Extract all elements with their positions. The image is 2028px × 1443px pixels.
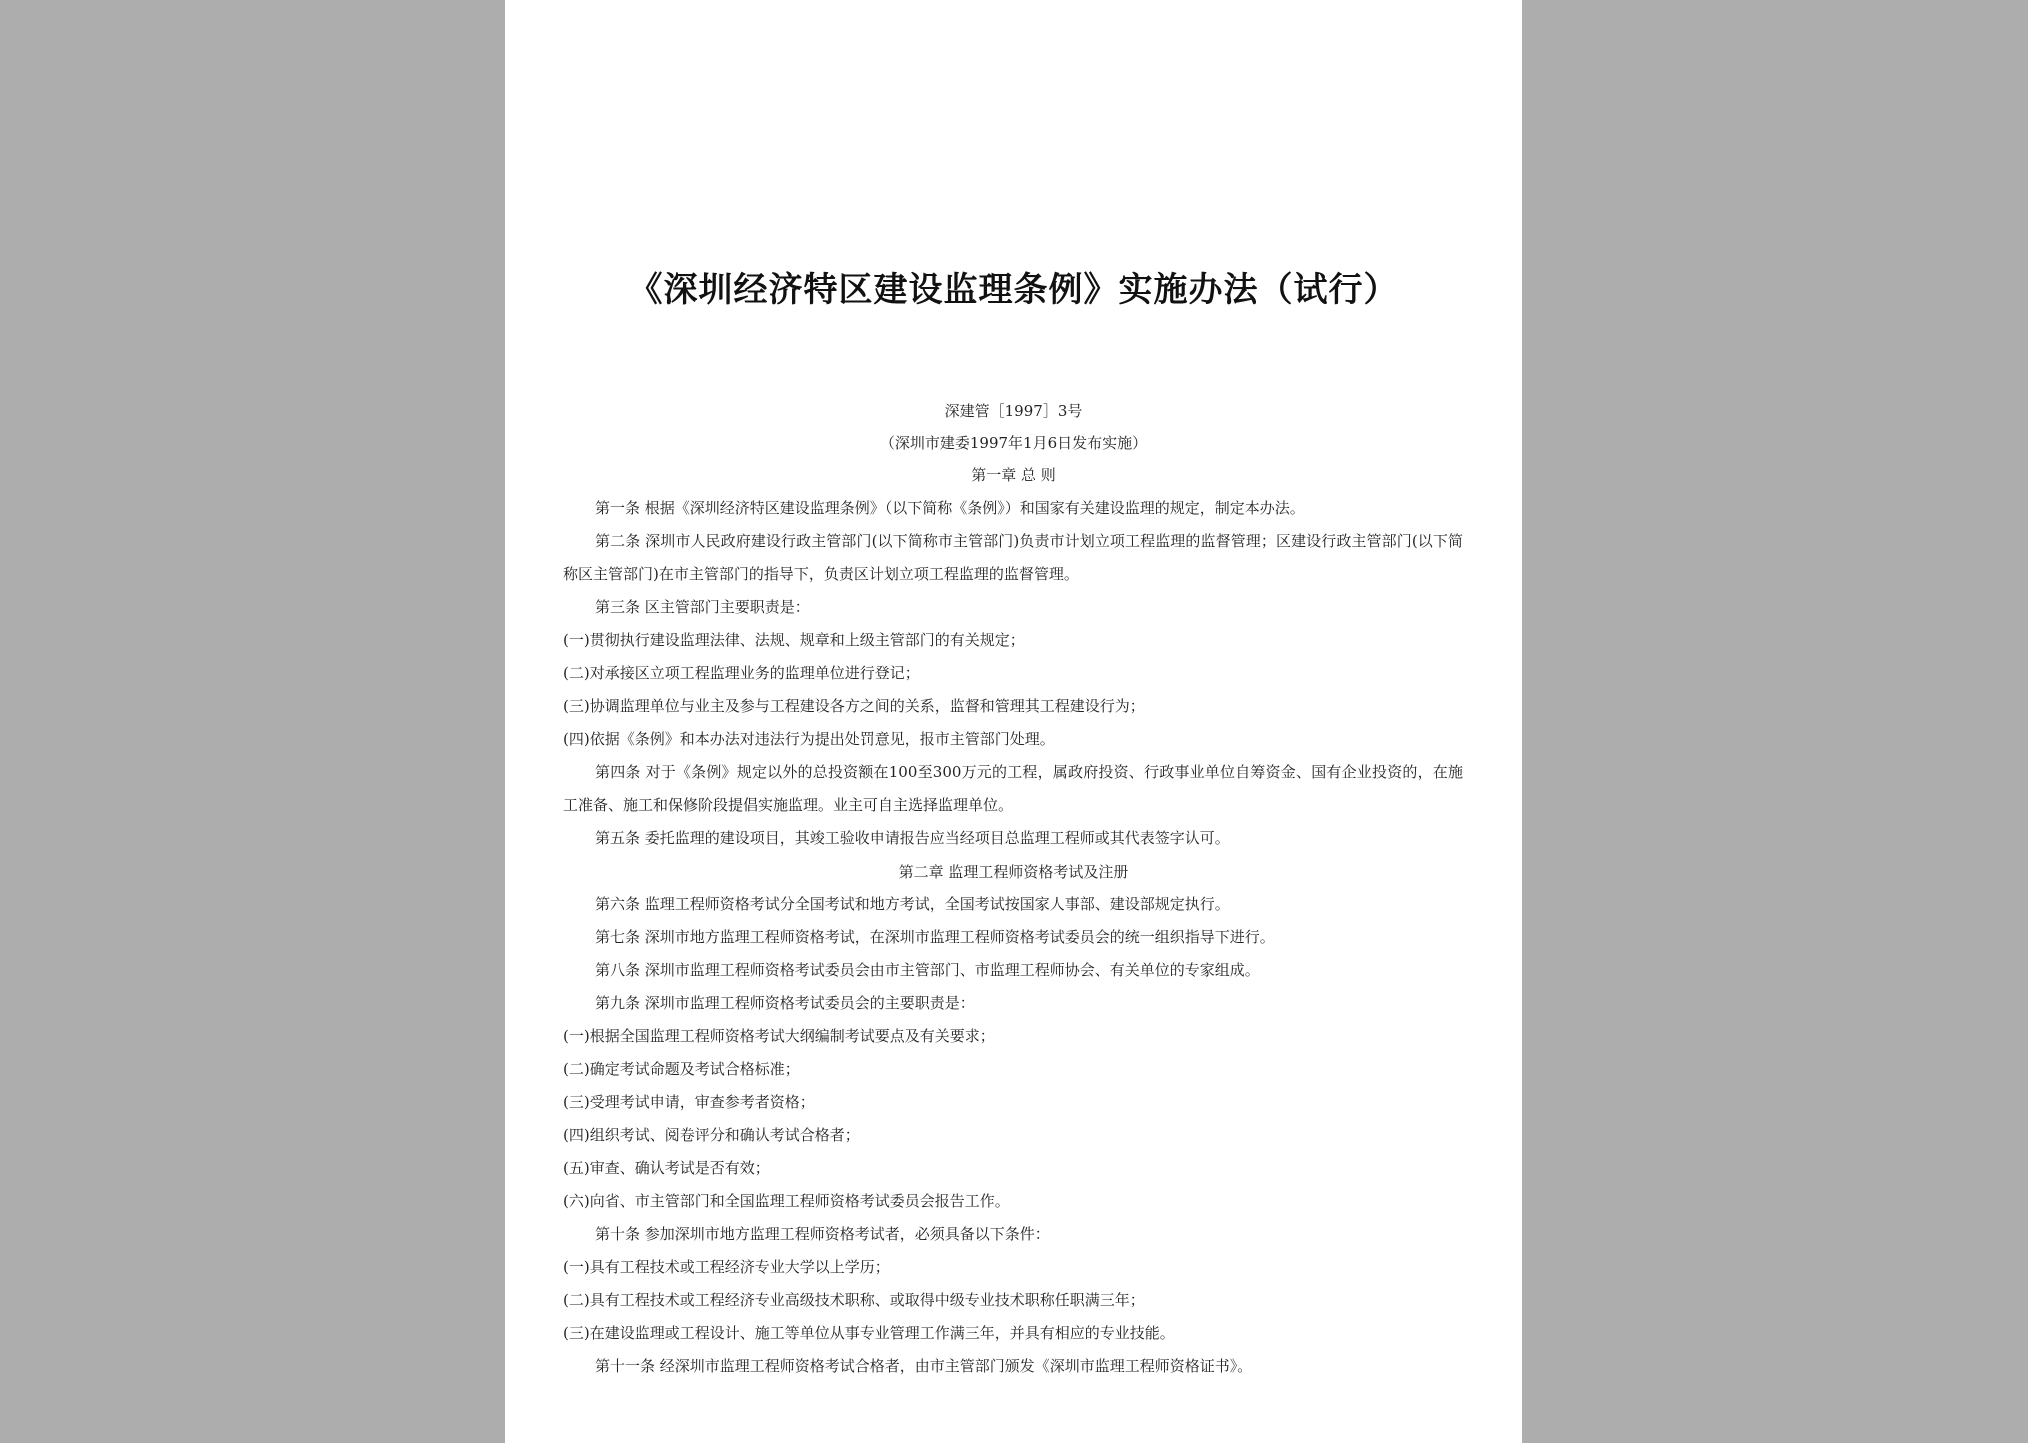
list-item: (六)向省、市主管部门和全国监理工程师资格考试委员会报告工作。	[563, 1192, 1010, 1210]
article-6: 第六条 监理工程师资格考试分全国考试和地方考试，全国考试按国家人事部、建设部规定执行。	[595, 895, 1230, 913]
article-9: 第九条 深圳市监理工程师资格考试委员会的主要职责是：	[595, 994, 975, 1012]
list-item: (三)协调监理单位与业主及参与工程建设各方之间的关系，监督和管理其工程建设行为；	[563, 697, 1145, 715]
chapter-heading-2: 第二章 监理工程师资格考试及注册	[898, 863, 1129, 881]
list-item: (二)确定考试命题及考试合格标准；	[563, 1060, 800, 1078]
article-10: 第十条 参加深圳市地方监理工程师资格考试者，必须具备以下条件：	[595, 1225, 1050, 1243]
list-item: (一)具有工程技术或工程经济专业大学以上学历；	[563, 1258, 890, 1276]
list-item: (一)贯彻执行建设监理法律、法规、规章和上级主管部门的有关规定；	[563, 631, 1025, 649]
article-8: 第八条 深圳市监理工程师资格考试委员会由市主管部门、市监理工程师协会、有关单位的专家组成。	[595, 961, 1260, 979]
document-page	[505, 0, 1522, 1443]
article-11: 第十一条 经深圳市监理工程师资格考试合格者，由市主管部门颁发《深圳市监理工程师资格证书》。	[595, 1357, 1253, 1375]
page-title: 《深圳经济特区建设监理条例》实施办法（试行）	[628, 270, 1399, 310]
list-item: (四)组织考试、阅卷评分和确认考试合格者；	[563, 1126, 860, 1144]
article-5: 第五条 委托监理的建设项目，其竣工验收申请报告应当经项目总监理工程师或其代表签字认可。	[595, 829, 1230, 847]
issue-note: （深圳市建委1997年1月6日发布实施）	[879, 434, 1148, 452]
article-1: 第一条 根据《深圳经济特区建设监理条例》（以下简称《条例》）和国家有关建设监理的规定，制定本办法。	[595, 499, 1305, 517]
article-2: 第二条 深圳市人民政府建设行政主管部门(以下简称市主管部门)负责市计划立项工程监理的监督管理；区建设行政主管部门(以下简称区主管部门)在市主管部门的指导下，负责区计划立项工程监理的监督管理。	[563, 532, 1463, 583]
list-item: (四)依据《条例》和本办法对违法行为提出处罚意见，报市主管部门处理。	[563, 730, 1055, 748]
list-item: (二)对承接区立项工程监理业务的监理单位进行登记；	[563, 664, 920, 682]
list-item: (三)受理考试申请，审查参考者资格；	[563, 1093, 815, 1111]
list-item: (五)审查、确认考试是否有效；	[563, 1159, 770, 1177]
chapter-heading-1: 第一章 总 则	[971, 466, 1056, 484]
list-item: (三)在建设监理或工程设计、施工等单位从事专业管理工作满三年，并具有相应的专业技能。	[563, 1324, 1175, 1342]
article-3: 第三条 区主管部门主要职责是：	[595, 598, 810, 616]
list-item: (一)根据全国监理工程师资格考试大纲编制考试要点及有关要求；	[563, 1027, 995, 1045]
article-7: 第七条 深圳市地方监理工程师资格考试，在深圳市监理工程师资格考试委员会的统一组织指导下进行。	[595, 928, 1275, 946]
document-number: 深建管［1997］3号	[944, 402, 1083, 420]
article-4: 第四条 对于《条例》规定以外的总投资额在100至300万元的工程，属政府投资、行政事业单位自筹资金、国有企业投资的，在施工准备、施工和保修阶段提倡实施监理。业主可自主选择监理单位。	[563, 763, 1463, 814]
list-item: (二)具有工程技术或工程经济专业高级技术职称、或取得中级专业技术职称任职满三年；	[563, 1291, 1145, 1309]
